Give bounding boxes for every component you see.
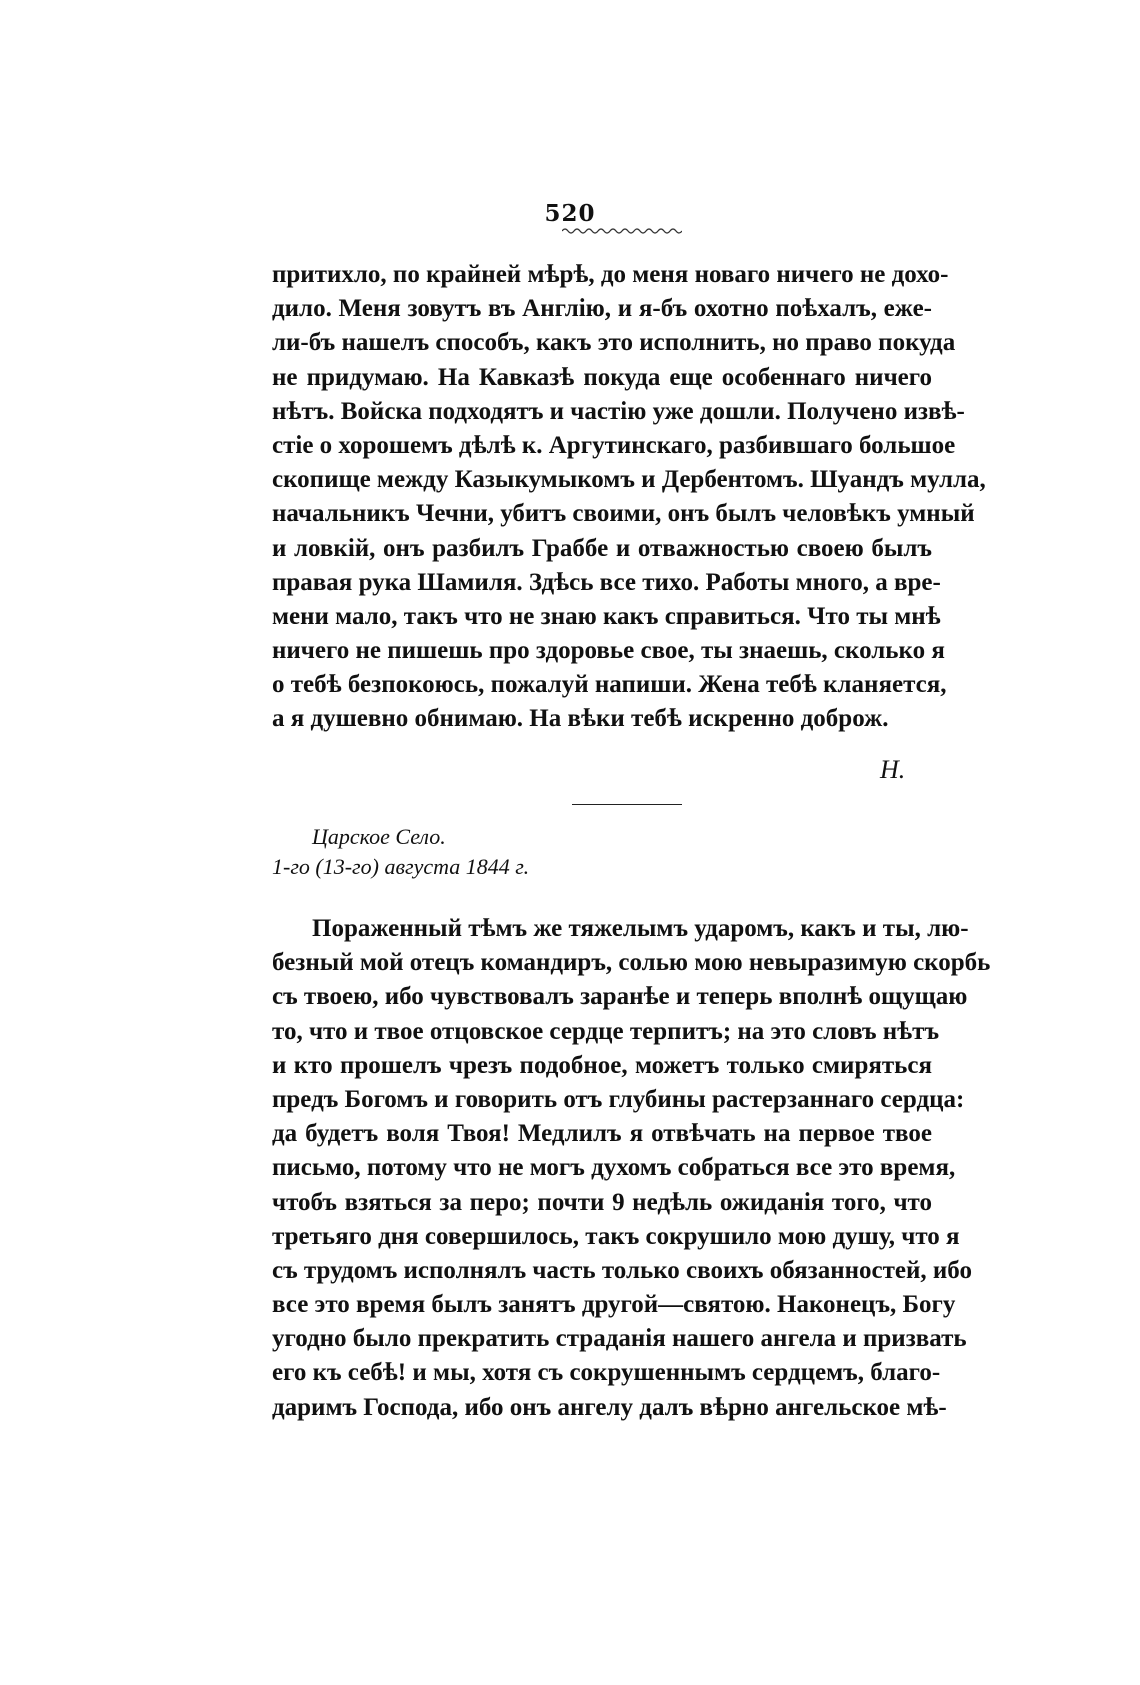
text-line: письмо, потому что не могъ духомъ собраться все это время,: [272, 1154, 956, 1182]
text-line: ли-бъ нашелъ способъ, какъ это исполнить, но право покуда: [272, 329, 956, 357]
text-line: даримъ Господа, ибо онъ ангелу далъ вѣрно ангельское мѣ-: [272, 1393, 947, 1421]
text-line: то, что и твое отцовское сердце терпитъ; на это словъ нѣтъ: [272, 1017, 940, 1045]
text-line: третьяго дня совершилось, такъ сокрушило мою душу, что я: [272, 1222, 960, 1250]
text-line: мени мало, такъ что не знаю какъ справиться. Что ты мнѣ: [272, 602, 941, 630]
letter-2-place: Царское Село.: [312, 824, 446, 849]
text-line: стіе о хорошемъ дѣлѣ к. Аргутинскаго, разбившаго большое: [272, 431, 956, 459]
text-line: нѣтъ. Войска подходятъ и частію уже дошли. Получено извѣ-: [272, 397, 965, 425]
text-line: съ трудомъ исполнялъ часть только своихъ обязанностей, ибо: [272, 1256, 972, 1284]
text-line: все это время былъ занятъ другой—святою. Наконецъ, Богу: [272, 1291, 956, 1319]
text-line: предъ Богомъ и говорить отъ глубины растерзаннаго сердца:: [272, 1085, 965, 1113]
letter-2-date: 1-го (13-го) августа 1844 г.: [272, 854, 530, 879]
text-line: съ твоею, ибо чувствовалъ заранѣе и теперь вполнѣ ощущаю: [272, 983, 968, 1011]
text-line: и ловкій, онъ разбилъ Граббе и отважностью своею былъ: [272, 534, 932, 562]
text-line: о тебѣ безпокоюсь, пожалуй напиши. Жена тебѣ кланяется,: [272, 671, 947, 699]
text-line: угодно было прекратить страданія нашего ангела и призвать: [272, 1325, 967, 1353]
section-divider: [572, 804, 682, 805]
text-line: правая рука Шамиля. Здѣсь все тихо. Работы много, а вре-: [272, 568, 941, 596]
wavy-ornament: [562, 226, 682, 236]
text-line: да будетъ воля Твоя! Медлилъ я отвѣчать на первое твое: [272, 1120, 932, 1148]
text-line: а я душевно обнимаю. На вѣки тебѣ искренно доброж.: [272, 705, 889, 733]
text-line: безный мой отецъ командиръ, солью мою невыразимую скорбь: [272, 949, 991, 977]
text-line: Пораженный тѣмъ же тяжелымъ ударомъ, какъ и ты, лю-: [312, 915, 969, 942]
text-line: чтобъ взяться за перо; почти 9 недѣль ожиданія того, что: [272, 1188, 932, 1216]
text-line: начальникъ Чечни, убитъ своими, онъ былъ человѣкъ умный: [272, 500, 975, 528]
text-line: дило. Меня зовутъ въ Англію, и я-бъ охотно поѣхалъ, еже-: [272, 295, 932, 323]
letter-1-text: [272, 258, 986, 737]
text-line: его къ себѣ! и мы, хотя съ сокрушеннымъ сердцемъ, благо-: [272, 1359, 941, 1387]
text-line: ничего не пишешь про здоровье свое, ты знаешь, сколько я: [272, 637, 945, 665]
text-line: и кто прошелъ чрезъ подобное, можетъ только смиряться: [272, 1051, 932, 1079]
text-line: скопище между Казыкумыкомъ и Дербентомъ. Шуандъ мулла,: [272, 466, 986, 494]
page-number: 520: [544, 200, 596, 227]
text-line: не придумаю. На Кавказѣ покуда еще особеннаго ничего: [272, 363, 932, 391]
signature: Н.: [880, 755, 906, 784]
letter-2-text: [272, 912, 991, 1425]
text-line: притихло, по крайней мѣрѣ, до меня новаго ничего не дохо-: [272, 261, 949, 288]
